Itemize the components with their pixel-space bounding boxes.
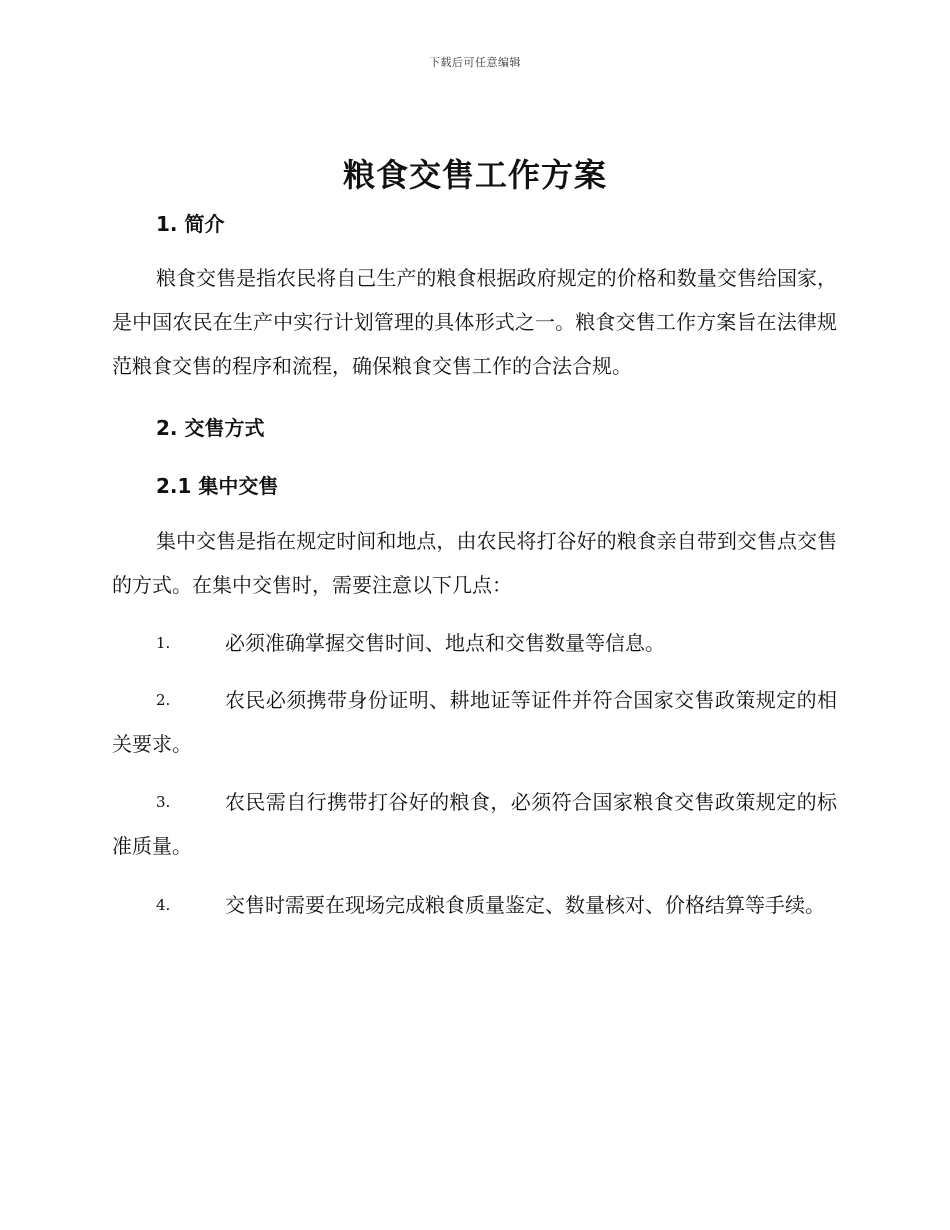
intro-paragraph: 粮食交售是指农民将自己生产的粮食根据政府规定的价格和数量交售给国家，是中国农民在生产中实行计划管理的具体形式之一。粮食交售工作方案旨在法律规范粮食交售的程序和流程，确保粮食交售工作的合法合规。	[112, 266, 837, 378]
list-item-number: 2.	[156, 691, 171, 709]
list-item	[112, 678, 837, 766]
list-item-number: 3.	[156, 793, 171, 811]
list-item	[112, 883, 837, 927]
list-item-number: 1.	[156, 634, 171, 652]
list-item	[112, 780, 837, 868]
section-heading-methods: 2. 交售方式	[156, 416, 265, 440]
list-item-text: 农民需自行携带打谷好的粮食，必须符合国家粮食交售政策规定的标准质量。	[112, 790, 837, 858]
list-item-text: 必须准确掌握交售时间、地点和交售数量等信息。	[225, 631, 665, 655]
centralized-paragraph: 集中交售是指在规定时间和地点，由农民将打谷好的粮食亲自带到交售点交售的方式。在集中交售时，需要注意以下几点：	[112, 529, 837, 597]
section-heading-intro: 1. 简介	[156, 212, 225, 236]
document-title: 粮食交售工作方案	[342, 156, 607, 194]
subsection-heading-centralized: 2.1 集中交售	[156, 474, 279, 498]
list-item-text: 交售时需要在现场完成粮食质量鉴定、数量核对、价格结算等手续。	[225, 893, 825, 917]
list-item-text: 农民必须携带身份证明、耕地证等证件并符合国家交售政策规定的相关要求。	[112, 688, 837, 756]
list-item	[112, 621, 837, 665]
list-item-number: 4.	[156, 896, 171, 914]
header-note: 下载后可任意编辑	[429, 56, 521, 69]
